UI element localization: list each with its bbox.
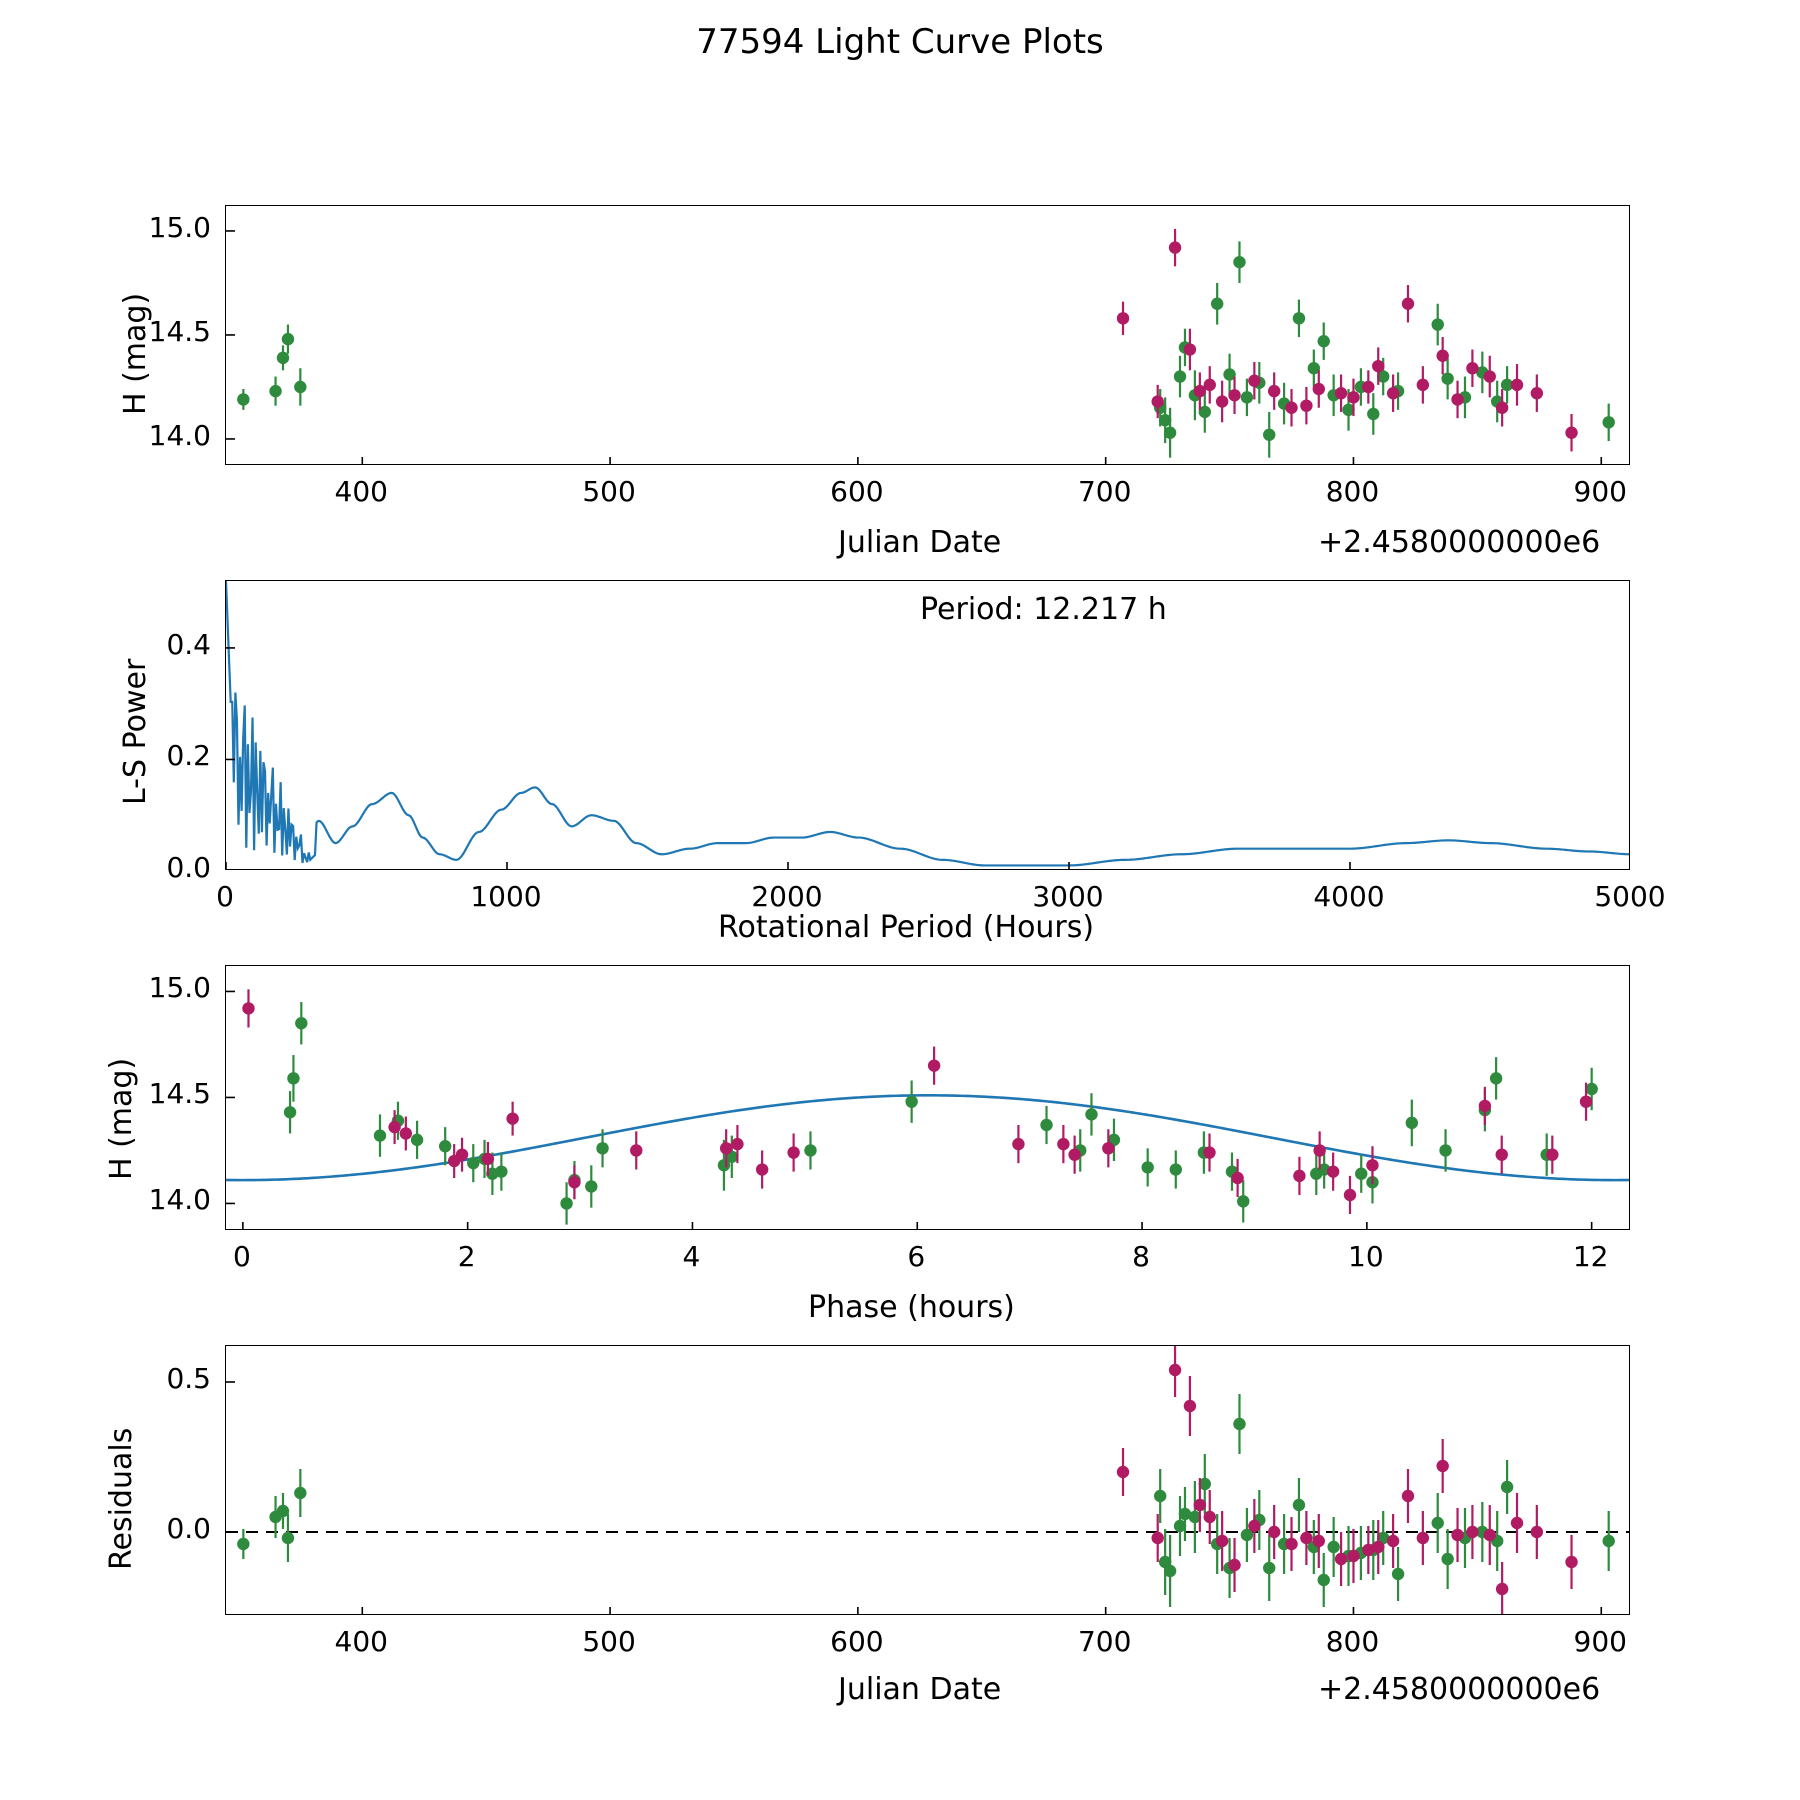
axis-tick-label: 15.0	[148, 971, 211, 1005]
axis-tick-label: 800	[1325, 475, 1380, 508]
axis-tick-label: 1000	[470, 880, 542, 913]
axis-tick-label: 3000	[1032, 880, 1104, 913]
residuals-x-offset-label: +2.4580000000e6	[1318, 1672, 1601, 1707]
axis-tick-label: 12	[1572, 1240, 1609, 1273]
residuals-y-axis-label: Residuals	[104, 1427, 139, 1570]
periodogram-x-axis-label: Rotational Period (Hours)	[718, 910, 1095, 945]
residuals-plot-area	[225, 1345, 1630, 1615]
axis-tick-label: 800	[1325, 1625, 1380, 1658]
axis-tick-label: 900	[1573, 475, 1627, 508]
phased-plot-area	[225, 965, 1630, 1230]
axis-tick-label: 5000	[1594, 880, 1666, 913]
lightcurve-x-offset-label: +2.4580000000e6	[1318, 525, 1601, 560]
axis-tick-label: 10	[1348, 1240, 1384, 1273]
axis-tick-label: 2000	[751, 880, 823, 913]
figure-title: 77594 Light Curve Plots	[696, 22, 1104, 62]
phased-y-axis-label: H (mag)	[104, 1057, 139, 1180]
axis-tick-label: 4000	[1313, 880, 1385, 913]
axis-tick-label: 14.5	[148, 1077, 211, 1111]
residuals-x-axis-label: Julian Date	[838, 1672, 1002, 1707]
axis-tick-label: 400	[334, 1625, 389, 1658]
axis-tick-label: 0.5	[166, 1362, 211, 1395]
axis-tick-label: 0.0	[166, 851, 211, 884]
axis-tick-label: 500	[582, 1625, 636, 1658]
axis-tick-label: 700	[1077, 475, 1132, 508]
period-annotation: Period: 12.217 h	[920, 592, 1167, 627]
axis-tick-label: 2	[457, 1240, 476, 1273]
axis-tick-label: 0.2	[166, 739, 211, 773]
lightcurve-plot-area	[225, 205, 1630, 465]
residuals-data-layer	[226, 1346, 1630, 1615]
axis-tick-label: 14.0	[148, 418, 211, 452]
axis-tick-label: 0.4	[166, 627, 211, 661]
axis-tick-label: 700	[1077, 1625, 1132, 1658]
axis-tick-label: 0	[232, 1240, 251, 1273]
axis-tick-label: 14.0	[148, 1183, 211, 1217]
axis-tick-label: 600	[830, 475, 884, 508]
axis-tick-label: 600	[830, 1625, 884, 1658]
axis-tick-label: 8	[1132, 1240, 1150, 1273]
phased-x-axis-label: Phase (hours)	[808, 1290, 1015, 1325]
periodogram-y-axis-label: L-S Power	[118, 658, 153, 805]
axis-tick-label: 0.0	[166, 1512, 211, 1545]
axis-tick-label: 6	[907, 1240, 926, 1273]
axis-tick-label: 400	[334, 475, 389, 508]
lightcurve-x-axis-label: Julian Date	[838, 525, 1002, 560]
lightcurve-data-layer	[226, 206, 1630, 465]
axis-tick-label: 900	[1573, 1625, 1627, 1658]
axis-tick-label: 4	[682, 1240, 701, 1273]
axis-tick-label: 14.5	[148, 314, 211, 348]
phased-data-layer	[226, 966, 1630, 1230]
lightcurve-y-axis-label: H (mag)	[118, 292, 153, 415]
axis-tick-label: 15.0	[148, 210, 211, 244]
axis-tick-label: 0	[216, 880, 234, 913]
axis-tick-label: 500	[582, 475, 636, 508]
